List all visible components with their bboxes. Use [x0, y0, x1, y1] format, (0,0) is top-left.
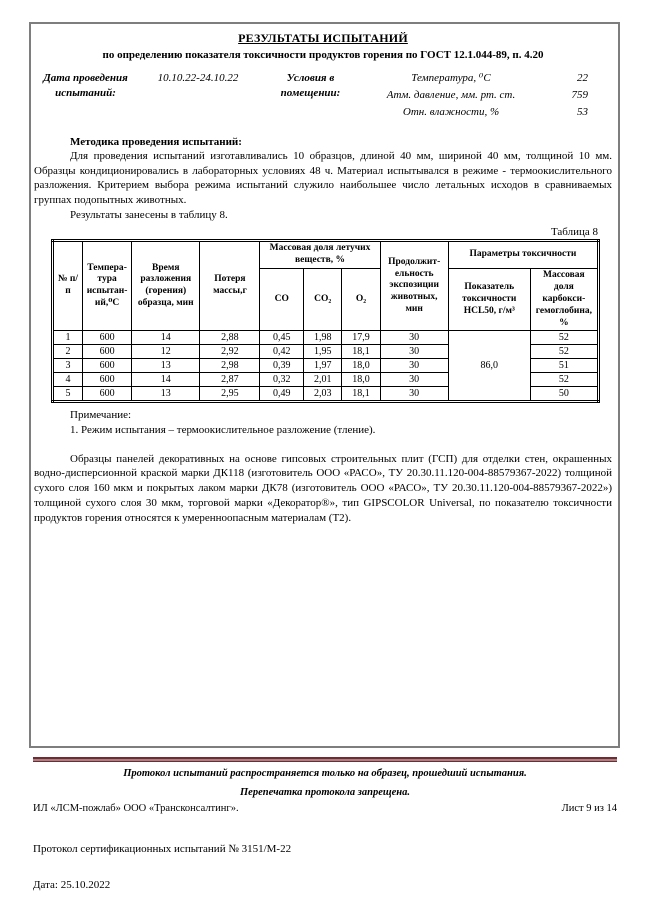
col-header-temperature: Температура испытаний,⁰С: [83, 241, 132, 331]
method-section: [34, 135, 612, 223]
results-table-body: [53, 331, 599, 402]
col-header-o2: О₂: [342, 269, 380, 331]
condition-row-temperature: [362, 71, 612, 86]
condition-row-pressure: [362, 88, 612, 103]
table-cell: 17,9: [342, 331, 380, 345]
table-cell: 2,01: [304, 373, 342, 387]
col-header-exposure: Продолжительность экспозиции животных, мин: [380, 241, 448, 331]
test-info-block: [34, 71, 612, 122]
table-cell: 600: [83, 359, 132, 373]
col-header-volatile-group: Массовая доля летучих веществ, %: [260, 241, 380, 269]
results-line: Результаты занесены в таблицу 8.: [70, 208, 228, 221]
table-cell: 18,1: [342, 387, 380, 402]
table-cell: 1: [53, 331, 83, 345]
table-cell: 30: [380, 373, 448, 387]
table-cell: 30: [380, 331, 448, 345]
table-cell: 0,39: [260, 359, 304, 373]
table-cell: 2,92: [200, 345, 260, 359]
condition-value: 53: [577, 105, 588, 118]
footer-date: Дата: 25.10.2022: [33, 879, 111, 891]
table-cell: 2,98: [200, 359, 260, 373]
table-cell: 50: [530, 387, 598, 402]
method-paragraph: Для проведения испытаний изготавливались 10 образцов, длиной 40 мм, шириной 40 мм, толщиной 10 мм. Образцы кондиционировались в лабораторных условиях 48 ч. Материал испытывался в режиме - термоокислительного разложения. Критерием выбора режима испытаний служило наибольшее число летальных исходов в сравниваемых группах подопытных животных.: [34, 150, 612, 207]
table-cell: 600: [83, 387, 132, 402]
table-cell: 51: [530, 359, 598, 373]
condition-label: Температура, ⁰С: [411, 72, 491, 84]
table-cell: 52: [530, 345, 598, 359]
table-cell: 2,88: [200, 331, 260, 345]
col-header-co: СО: [260, 269, 304, 331]
table-cell: 52: [530, 331, 598, 345]
note-heading: Примечание:: [70, 409, 132, 422]
table-cell: 30: [380, 359, 448, 373]
results-table: [51, 239, 600, 403]
table-cell: 1,97: [304, 359, 342, 373]
table-cell: 30: [380, 345, 448, 359]
table-cell: 0,42: [260, 345, 304, 359]
table-cell: 12: [132, 345, 200, 359]
table-cell: 4: [53, 373, 83, 387]
table-cell: 18,0: [342, 373, 380, 387]
date-label: Дата проведения испытаний:: [43, 72, 128, 99]
table-cell: 2,87: [200, 373, 260, 387]
footer-divider-rule: [33, 757, 617, 762]
table-cell: 2: [53, 345, 83, 359]
table-cell: 600: [83, 331, 132, 345]
table-cell: 3: [53, 359, 83, 373]
note-line: 1. Режим испытания – термоокислительное разложение (тление).: [70, 424, 376, 437]
note-section: [70, 408, 612, 437]
table-cell: 18,0: [342, 359, 380, 373]
table-cell: 5: [53, 387, 83, 402]
table-cell: 1,95: [304, 345, 342, 359]
table-caption: Таблица 8: [550, 226, 598, 239]
condition-value: 22: [577, 72, 588, 84]
col-header-co2: СО₂: [304, 269, 342, 331]
results-table-head: [53, 241, 599, 331]
conditions-list: [362, 71, 612, 122]
table-row: [53, 331, 599, 345]
table-cell: 13: [132, 387, 200, 402]
col-header-toxicity-group: Параметры токсичности: [448, 241, 598, 269]
page-title: РЕЗУЛЬТАТЫ ИСПЫТАНИЙ: [238, 31, 408, 45]
table-cell: 2,03: [304, 387, 342, 402]
cell-hcl50-value: 86,0: [448, 331, 530, 402]
condition-label: Отн. влажности, %: [402, 105, 500, 118]
table-cell: 600: [83, 373, 132, 387]
footer-lab-name: ИЛ «ЛСМ-пожлаб» ООО «Трансконсалтинг».: [33, 803, 239, 814]
condition-row-humidity: [362, 105, 612, 120]
table-cell: 2,95: [200, 387, 260, 402]
table-cell: 13: [132, 359, 200, 373]
table-cell: 0,32: [260, 373, 304, 387]
col-header-time: Время разложения (горения) образца, мин: [132, 241, 200, 331]
table-cell: 0,49: [260, 387, 304, 402]
condition-label: Атм. давление, мм. рт. ст.: [386, 88, 516, 101]
table-cell: 18,1: [342, 345, 380, 359]
condition-value: 759: [571, 88, 588, 101]
table-cell: 14: [132, 331, 200, 345]
table-cell: 600: [83, 345, 132, 359]
date-value: 10.10.22-24.10.22: [157, 72, 239, 84]
table-cell: 30: [380, 387, 448, 402]
col-header-no: № п/п: [53, 241, 83, 331]
col-header-hcl50: Показатель токсичности HCL50, г/м³: [448, 269, 530, 331]
footer-protocol-number: Протокол сертификационных испытаний № 3151/М-22: [33, 843, 292, 855]
table-cell: 1,98: [304, 331, 342, 345]
footer-lab-row: [33, 803, 617, 814]
conditions-label: Условия в помещении:: [280, 72, 341, 99]
method-heading: Методика проведения испытаний:: [70, 135, 242, 148]
table-cell: 0,45: [260, 331, 304, 345]
table-cell: 14: [132, 373, 200, 387]
table-cell: 52: [530, 373, 598, 387]
col-header-mass-loss: Потеря массы,г: [200, 241, 260, 331]
document-page: [29, 22, 620, 748]
page-subtitle: по определению показателя токсичности продуктов горения по ГОСТ 12.1.044-89, п. 4.20: [102, 49, 544, 61]
footer-notice-2: Перепечатка протокола запрещена.: [240, 787, 410, 798]
conclusion-paragraph: Образцы панелей декоративных на основе гипсовых строительных плит (ГСП) для отделки стен, окрашенных водно-дисперсионной краской марки ДК118 (изготовитель ООО «РАСО», ТУ 20.30.11.120-004-88579367-2022) толщиной сухого слоя 160 мкм и покрытых лаком марки ДК78 (изготовитель ООО «РАСО», ТУ 20.30.11.120-004-88579367-2022») толщиной сухого слоя 30 мкм, торговой марки «Декоратор®», тип GIPSCOLOR Universal, по показателю токсичности продуктов горения относятся к умеренноопасным материалам (Т2).: [34, 452, 612, 524]
footer-sheet-number: Лист 9 из 14: [561, 803, 617, 814]
footer-notice-1: Протокол испытаний распространяется только на образец, прошедший испытания.: [123, 768, 527, 779]
col-header-carboxy: Массовая доля карбокси-гемоглобина, %: [530, 269, 598, 331]
